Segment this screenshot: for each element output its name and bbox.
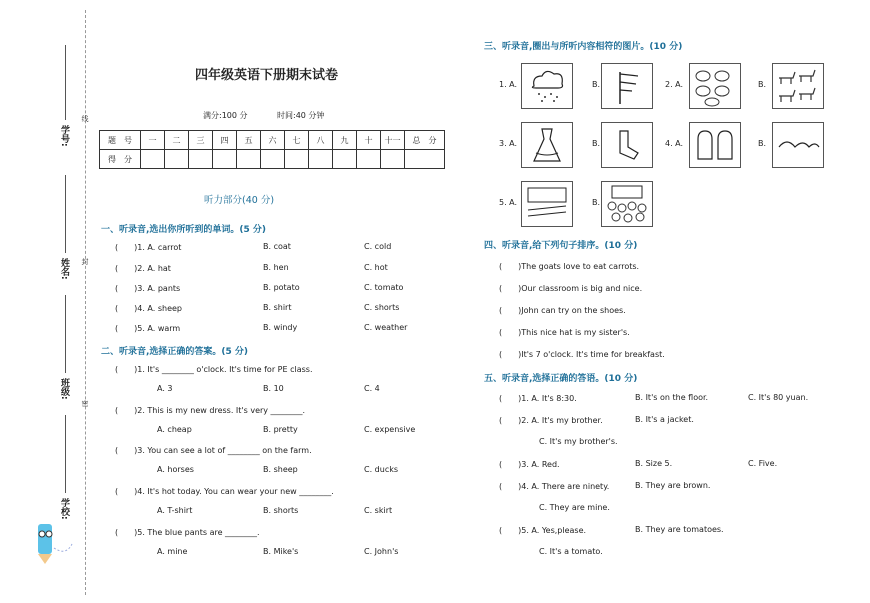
s3-q4-a-label: 4. A.	[665, 139, 684, 148]
s2-q3-a[interactable]: A. horses	[157, 465, 194, 474]
hats-picture[interactable]	[772, 122, 824, 168]
score-input[interactable]	[405, 150, 445, 169]
s5-q3-a[interactable]: ( )3. A. Red.	[499, 460, 560, 469]
s4-item-1[interactable]: ( )The goats love to eat carrots.	[499, 262, 640, 271]
s2-q1-a[interactable]: A. 3	[157, 384, 173, 393]
pencil-mascot-icon	[24, 518, 76, 566]
wind-flag-icon	[602, 64, 652, 108]
table-cell: 三	[189, 131, 213, 150]
s2-q2-a[interactable]: A. cheap	[157, 425, 192, 434]
s3-q2-a-label: 2. A.	[665, 80, 684, 89]
s1-q2-a[interactable]: ( )2. A. hat	[115, 264, 171, 273]
score-table-header-row	[100, 131, 445, 150]
s3-q3-a-label: 3. A.	[499, 139, 518, 148]
hat-icon	[773, 123, 823, 167]
s3-q3-b-label: B.	[592, 139, 601, 148]
crowd-icon	[602, 182, 652, 226]
score-input[interactable]	[141, 150, 165, 169]
s2-q1: ( )1. It's ________ o'clock. It's time for PE class.	[115, 365, 313, 374]
listening-part-title: 听力部分(40 分)	[204, 195, 275, 206]
sheep-icon	[690, 64, 740, 108]
s1-q3-a[interactable]: ( )3. A. pants	[115, 284, 181, 293]
score-input[interactable]	[333, 150, 357, 169]
mitten-icon	[690, 123, 740, 167]
score-input[interactable]	[213, 150, 237, 169]
score-input[interactable]	[165, 150, 189, 169]
s1-q5-a[interactable]: ( )5. A. warm	[115, 324, 181, 333]
s1-q2-b[interactable]: B. hen	[263, 263, 289, 272]
s2-q4-c[interactable]: C. skirt	[364, 506, 393, 515]
table-cell: 五	[237, 131, 261, 150]
table-cell: 七	[285, 131, 309, 150]
table-cell: 得 分	[100, 150, 141, 169]
s1-q4-a[interactable]: ( )4. A. sheep	[115, 304, 182, 313]
s5-q3-c[interactable]: C. Five.	[748, 459, 778, 468]
student-number-label: 学号:	[59, 125, 69, 147]
s5-q5-b[interactable]: B. They are tomatoes.	[635, 525, 724, 534]
s2-q5-c[interactable]: C. John's	[364, 547, 399, 556]
s2-q4-b[interactable]: B. shorts	[263, 506, 299, 515]
s2-q1-b[interactable]: B. 10	[263, 384, 284, 393]
s3-q4-b-label: B.	[758, 139, 767, 148]
s3-q5-b-label: B.	[592, 198, 601, 207]
score-input[interactable]	[285, 150, 309, 169]
table-cell: 十一	[381, 131, 405, 150]
s5-q1-c[interactable]: C. It's 80 yuan.	[748, 393, 809, 402]
student-number-field[interactable]	[65, 45, 66, 120]
horse-icon	[773, 64, 823, 108]
binding-dashed-line	[85, 10, 86, 595]
s2-q4-a[interactable]: A. T-shirt	[157, 506, 193, 515]
s4-item-3[interactable]: ( )John can try on the shoes.	[499, 306, 626, 315]
table-cell: 九	[333, 131, 357, 150]
s4-item-2[interactable]: ( )Our classroom is big and nice.	[499, 284, 643, 293]
table-cell: 八	[309, 131, 333, 150]
page-title: 四年级英语下册期末试卷	[195, 68, 339, 83]
s2-q2: ( )2. This is my new dress. It's very ________.	[115, 406, 306, 415]
score-table	[99, 130, 445, 169]
name-field[interactable]	[65, 175, 66, 253]
s4-item-4[interactable]: ( )This nice hat is my sister's.	[499, 328, 630, 337]
table-cell: 四	[213, 131, 237, 150]
s2-q5: ( )5. The blue pants are ________.	[115, 528, 260, 537]
score-input[interactable]	[237, 150, 261, 169]
s2-q1-c[interactable]: C. 4	[364, 384, 380, 393]
section5-title: 五、听录音,选择正确的答语。(10 分)	[484, 374, 638, 384]
s1-q4-c[interactable]: C. shorts	[364, 303, 400, 312]
section1-title: 一、听录音,选出你所听到的单词。(5 分)	[101, 225, 267, 235]
s1-q5-b[interactable]: B. windy	[263, 323, 298, 332]
s2-q5-b[interactable]: B. Mike's	[263, 547, 299, 556]
s4-item-5[interactable]: ( )It's 7 o'clock. It's time for breakfast.	[499, 350, 665, 359]
full-score: 满分:100 分	[203, 111, 248, 120]
s1-q1-b[interactable]: B. coat	[263, 242, 291, 251]
score-input[interactable]	[189, 150, 213, 169]
mittens-picture[interactable]	[689, 122, 741, 168]
score-input[interactable]	[381, 150, 405, 169]
s2-q2-c[interactable]: C. expensive	[364, 425, 416, 434]
s2-q5-a[interactable]: A. mine	[157, 547, 188, 556]
s2-q2-b[interactable]: B. pretty	[263, 425, 298, 434]
exam-time: 时间:40 分钟	[277, 111, 325, 120]
s1-q1-c[interactable]: C. cold	[364, 242, 392, 251]
score-table-score-row	[100, 150, 445, 169]
sock-icon	[602, 123, 652, 167]
school-field[interactable]	[65, 415, 66, 493]
s5-q4-c[interactable]: C. They are mine.	[539, 503, 610, 512]
table-cell: 六	[261, 131, 285, 150]
rain-cloud-picture[interactable]	[521, 63, 573, 109]
classroom-icon	[522, 182, 572, 226]
s2-q4: ( )4. It's hot today. You can wear your new ________.	[115, 487, 334, 496]
score-input[interactable]	[261, 150, 285, 169]
score-input[interactable]	[309, 150, 333, 169]
dress-picture[interactable]	[521, 122, 573, 168]
dress-icon	[522, 123, 572, 167]
section2-title: 二、听录音,选择正确的答案。(5 分)	[101, 347, 249, 357]
cut-line-word-3: 密	[81, 400, 89, 407]
socks-picture[interactable]	[601, 122, 653, 168]
class-field[interactable]	[65, 295, 66, 373]
s5-q1-a[interactable]: ( )1. A. It's 8:30.	[499, 394, 577, 403]
classroom-picture[interactable]	[521, 181, 573, 227]
score-input[interactable]	[357, 150, 381, 169]
s1-q3-c[interactable]: C. tomato	[364, 283, 404, 292]
s3-q1-a-label: 1. A.	[499, 80, 518, 89]
cut-line-word-1: 线	[81, 115, 89, 122]
s3-q2-b-label: B.	[758, 80, 767, 89]
s1-q4-b[interactable]: B. shirt	[263, 303, 292, 312]
s1-q3-b[interactable]: B. potato	[263, 283, 300, 292]
s1-q1-a[interactable]: ( )1. A. carrot	[115, 243, 182, 252]
s3-q5-a-label: 5. A.	[499, 198, 518, 207]
s5-q4-b[interactable]: B. They are brown.	[635, 481, 711, 490]
table-cell: 一	[141, 131, 165, 150]
cut-line-word-2: 封	[81, 258, 89, 265]
s5-q5-a[interactable]: ( )5. A. Yes,please.	[499, 526, 587, 535]
s2-q3-c[interactable]: C. ducks	[364, 465, 399, 474]
horses-picture[interactable]	[772, 63, 824, 109]
name-label: 姓名:	[59, 258, 69, 280]
crowd-picture[interactable]	[601, 181, 653, 227]
s2-q3-b[interactable]: B. sheep	[263, 465, 298, 474]
school-label: 学校:	[59, 498, 69, 520]
table-cell: 总 分	[405, 131, 445, 150]
section3-title: 三、听录音,圈出与所听内容相符的图片。(10 分)	[484, 42, 683, 52]
s1-q5-c[interactable]: C. weather	[364, 323, 408, 332]
s5-q3-b[interactable]: B. Size 5.	[635, 459, 673, 468]
s5-q2-b[interactable]: B. It's a jacket.	[635, 415, 694, 424]
s5-q4-a[interactable]: ( )4. A. There are ninety.	[499, 482, 610, 491]
sheep-picture[interactable]	[689, 63, 741, 109]
table-cell: 题 号	[100, 131, 141, 150]
section4-title: 四、听录音,给下列句子排序。(10 分)	[484, 241, 638, 251]
s3-q1-b-label: B.	[592, 80, 601, 89]
s5-q2-a[interactable]: ( )2. A. It's my brother.	[499, 416, 603, 425]
table-cell: 十	[357, 131, 381, 150]
s5-q1-b[interactable]: B. It's on the floor.	[635, 393, 709, 402]
s1-q2-c[interactable]: C. hot	[364, 263, 388, 272]
s5-q5-c[interactable]: C. It's a tomato.	[539, 547, 603, 556]
table-cell: 二	[165, 131, 189, 150]
class-label: 班级:	[59, 378, 69, 400]
s2-q3: ( )3. You can see a lot of ________ on the farm.	[115, 446, 312, 455]
rain-cloud-icon	[522, 64, 572, 108]
s5-q2-c[interactable]: C. It's my brother's.	[539, 437, 618, 446]
wind-picture[interactable]	[601, 63, 653, 109]
